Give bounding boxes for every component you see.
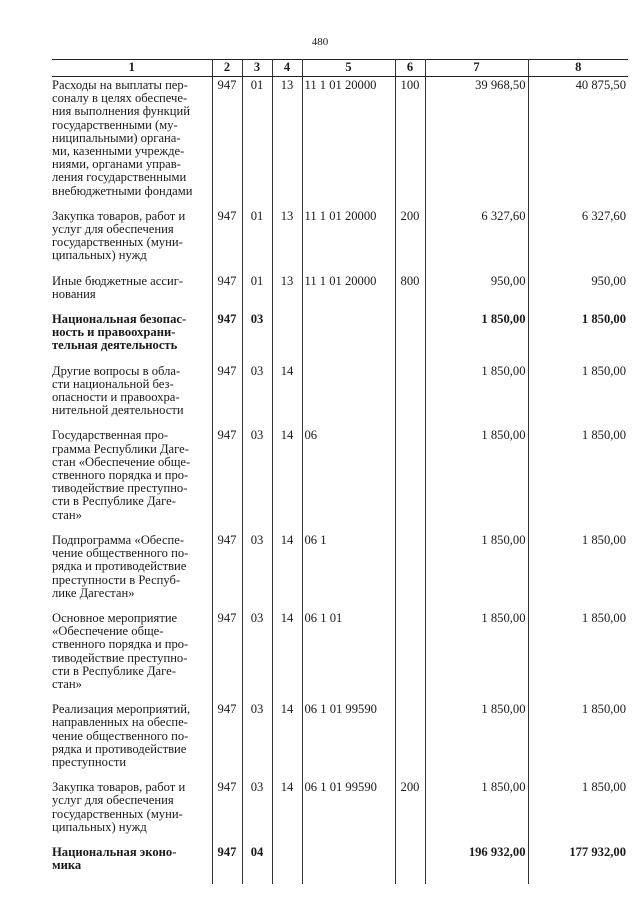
row-name-line: ниями, органами управ- bbox=[52, 157, 181, 172]
row-name-line: Основное мероприятие bbox=[52, 610, 178, 625]
target-article-code: 06 bbox=[302, 429, 395, 533]
department-code: 947 bbox=[212, 365, 242, 430]
department-code: 947 bbox=[212, 313, 242, 365]
row-name-line: ственного порядка и про- bbox=[52, 637, 189, 652]
section-code: 04 bbox=[242, 846, 272, 884]
row-name bbox=[52, 313, 212, 365]
target-article-code: 06 1 01 99590 bbox=[302, 703, 395, 781]
header-row bbox=[52, 60, 628, 77]
row-name-line: стан» bbox=[52, 676, 82, 691]
expense-type-code bbox=[395, 534, 425, 612]
column-header: 3 bbox=[242, 60, 272, 77]
table-row bbox=[52, 77, 628, 210]
row-name-line: Иные бюджетные ассиг- bbox=[52, 273, 184, 288]
section-code: 01 bbox=[242, 275, 272, 313]
amount-year-1: 1 850,00 bbox=[425, 781, 528, 846]
expense-type-code bbox=[395, 846, 425, 884]
table-row bbox=[52, 534, 628, 612]
row-name-line: ственного порядка и про- bbox=[52, 468, 189, 483]
target-article-code: 11 1 01 20000 bbox=[302, 210, 395, 275]
amount-year-2: 40 875,50 bbox=[528, 77, 628, 210]
target-article-code: 06 1 bbox=[302, 534, 395, 612]
amount-year-2: 1 850,00 bbox=[528, 365, 628, 430]
table-row bbox=[52, 846, 628, 884]
expense-type-code: 200 bbox=[395, 781, 425, 846]
section-code: 03 bbox=[242, 429, 272, 533]
row-name-line: ми, казенными учрежде- bbox=[52, 144, 185, 159]
department-code: 947 bbox=[212, 703, 242, 781]
row-name-line: ления государственными bbox=[52, 170, 187, 185]
subsection-code: 14 bbox=[272, 534, 302, 612]
target-article-code bbox=[302, 365, 395, 430]
row-name-line: рядка и противодействие bbox=[52, 741, 187, 756]
row-name-line: стан «Обеспечение обще- bbox=[52, 454, 191, 469]
department-code: 947 bbox=[212, 275, 242, 313]
row-name bbox=[52, 781, 212, 846]
row-name-line: Подпрограмма «Обеспе- bbox=[52, 532, 185, 547]
amount-year-1: 1 850,00 bbox=[425, 534, 528, 612]
row-name-line: сти в Республике Даге- bbox=[52, 663, 176, 678]
row-name-line: государственных (муни- bbox=[52, 806, 183, 821]
row-name-line: преступности bbox=[52, 754, 127, 769]
subsection-code: 13 bbox=[272, 77, 302, 210]
amount-year-1: 1 850,00 bbox=[425, 703, 528, 781]
row-name-line: грамма Республики Даге- bbox=[52, 441, 189, 456]
target-article-code: 06 1 01 99590 bbox=[302, 781, 395, 846]
expense-type-code bbox=[395, 429, 425, 533]
row-name bbox=[52, 846, 212, 884]
subsection-code: 13 bbox=[272, 275, 302, 313]
amount-year-2: 1 850,00 bbox=[528, 703, 628, 781]
table-row bbox=[52, 429, 628, 533]
amount-year-2: 6 327,60 bbox=[528, 210, 628, 275]
row-name-line: ципальных) нужд bbox=[52, 819, 147, 834]
subsection-code: 14 bbox=[272, 365, 302, 430]
amount-year-1: 1 850,00 bbox=[425, 612, 528, 703]
row-name-line: услуг для обеспечения bbox=[52, 222, 174, 237]
target-article-code: 11 1 01 20000 bbox=[302, 77, 395, 210]
amount-year-2: 950,00 bbox=[528, 275, 628, 313]
column-header: 6 bbox=[395, 60, 425, 77]
row-name-line: опасности и правоохра- bbox=[52, 390, 180, 405]
row-name-line: сти национальной без- bbox=[52, 376, 174, 391]
column-header: 2 bbox=[212, 60, 242, 77]
amount-year-2: 1 850,00 bbox=[528, 781, 628, 846]
department-code: 947 bbox=[212, 534, 242, 612]
subsection-code: 14 bbox=[272, 612, 302, 703]
amount-year-1: 196 932,00 bbox=[425, 846, 528, 884]
amount-year-1: 6 327,60 bbox=[425, 210, 528, 275]
row-name-line: тиводействие преступно- bbox=[52, 650, 188, 665]
table-row bbox=[52, 210, 628, 275]
row-name-line: чение общественного по- bbox=[52, 728, 189, 743]
row-name-line: соналу в целях обеспече- bbox=[52, 91, 188, 106]
row-name-line: тиводействие преступно- bbox=[52, 481, 188, 496]
subsection-code: 14 bbox=[272, 703, 302, 781]
table-row bbox=[52, 313, 628, 365]
row-name-line: направленных на обеспе- bbox=[52, 715, 188, 730]
column-header: 5 bbox=[302, 60, 395, 77]
row-name-line: государственными (му- bbox=[52, 117, 178, 132]
subsection-code: 13 bbox=[272, 210, 302, 275]
page-number: 480 bbox=[311, 36, 329, 48]
row-name-line: чение общественного по- bbox=[52, 546, 189, 561]
table-row bbox=[52, 275, 628, 313]
department-code: 947 bbox=[212, 429, 242, 533]
target-article-code: 11 1 01 20000 bbox=[302, 275, 395, 313]
table-row bbox=[52, 612, 628, 703]
row-name-line: ния выполнения функций bbox=[52, 104, 190, 119]
amount-year-2: 1 850,00 bbox=[528, 534, 628, 612]
row-name-line: мика bbox=[52, 858, 82, 873]
row-name bbox=[52, 612, 212, 703]
target-article-code bbox=[302, 846, 395, 884]
department-code: 947 bbox=[212, 781, 242, 846]
row-name-line: Национальная эконо- bbox=[52, 844, 177, 859]
column-header: 1 bbox=[52, 60, 212, 77]
table-row bbox=[52, 781, 628, 846]
row-name-line: услуг для обеспечения bbox=[52, 793, 174, 808]
row-name-line: лике Дагестан» bbox=[52, 585, 135, 600]
subsection-code: 14 bbox=[272, 429, 302, 533]
row-name-line: Национальная безопас- bbox=[52, 312, 187, 327]
department-code: 947 bbox=[212, 210, 242, 275]
department-code: 947 bbox=[212, 846, 242, 884]
row-name bbox=[52, 77, 212, 210]
row-name bbox=[52, 703, 212, 781]
section-code: 03 bbox=[242, 534, 272, 612]
section-code: 03 bbox=[242, 313, 272, 365]
amount-year-1: 1 850,00 bbox=[425, 429, 528, 533]
target-article-code: 06 1 01 bbox=[302, 612, 395, 703]
expense-type-code bbox=[395, 703, 425, 781]
section-code: 03 bbox=[242, 612, 272, 703]
row-name-line: «Обеспечение обще- bbox=[52, 624, 164, 639]
target-article-code bbox=[302, 313, 395, 365]
row-name bbox=[52, 275, 212, 313]
amount-year-2: 177 932,00 bbox=[528, 846, 628, 884]
amount-year-1: 950,00 bbox=[425, 275, 528, 313]
expense-type-code: 800 bbox=[395, 275, 425, 313]
department-code: 947 bbox=[212, 77, 242, 210]
row-name-line: нования bbox=[52, 286, 96, 301]
row-name bbox=[52, 210, 212, 275]
amount-year-2: 1 850,00 bbox=[528, 313, 628, 365]
expense-type-code: 200 bbox=[395, 210, 425, 275]
row-name bbox=[52, 365, 212, 430]
row-name-line: преступности в Респуб- bbox=[52, 572, 181, 587]
subsection-code bbox=[272, 313, 302, 365]
subsection-code bbox=[272, 846, 302, 884]
amount-year-1: 39 968,50 bbox=[425, 77, 528, 210]
table-row bbox=[52, 703, 628, 781]
budget-table bbox=[52, 59, 628, 884]
row-name-line: ность и правоохрани- bbox=[52, 325, 176, 340]
column-header: 8 bbox=[528, 60, 628, 77]
expense-type-code bbox=[395, 365, 425, 430]
row-name-line: Реализация мероприятий, bbox=[52, 702, 191, 717]
row-name bbox=[52, 534, 212, 612]
amount-year-2: 1 850,00 bbox=[528, 612, 628, 703]
column-header: 7 bbox=[425, 60, 528, 77]
row-name-line: Расходы на выплаты пер- bbox=[52, 78, 188, 92]
amount-year-1: 1 850,00 bbox=[425, 365, 528, 430]
department-code: 947 bbox=[212, 612, 242, 703]
row-name-line: рядка и противодействие bbox=[52, 559, 187, 574]
row-name-line: ципальных) нужд bbox=[52, 248, 147, 263]
amount-year-1: 1 850,00 bbox=[425, 313, 528, 365]
row-name-line: сти в Республике Даге- bbox=[52, 494, 176, 509]
expense-type-code: 100 bbox=[395, 77, 425, 210]
expense-type-code bbox=[395, 313, 425, 365]
row-name-line: государственных (муни- bbox=[52, 235, 183, 250]
row-name-line: стан» bbox=[52, 507, 82, 522]
column-header: 4 bbox=[272, 60, 302, 77]
table-row bbox=[52, 365, 628, 430]
row-name-line: внебюджетными фондами bbox=[52, 183, 193, 198]
row-name-line: нительной деятельности bbox=[52, 403, 184, 418]
row-name-line: Закупка товаров, работ и bbox=[52, 780, 186, 795]
row-name-line: Закупка товаров, работ и bbox=[52, 208, 186, 223]
row-name-line: Другие вопросы в обла- bbox=[52, 363, 181, 378]
row-name-line: тельная деятельность bbox=[52, 338, 178, 353]
section-code: 03 bbox=[242, 781, 272, 846]
section-code: 01 bbox=[242, 210, 272, 275]
section-code: 01 bbox=[242, 77, 272, 210]
section-code: 03 bbox=[242, 703, 272, 781]
row-name bbox=[52, 429, 212, 533]
expense-type-code bbox=[395, 612, 425, 703]
section-code: 03 bbox=[242, 365, 272, 430]
subsection-code: 14 bbox=[272, 781, 302, 846]
table-body bbox=[52, 77, 628, 885]
row-name-line: ниципальными) органа- bbox=[52, 130, 181, 145]
row-name-line: Государственная про- bbox=[52, 428, 169, 443]
amount-year-2: 1 850,00 bbox=[528, 429, 628, 533]
